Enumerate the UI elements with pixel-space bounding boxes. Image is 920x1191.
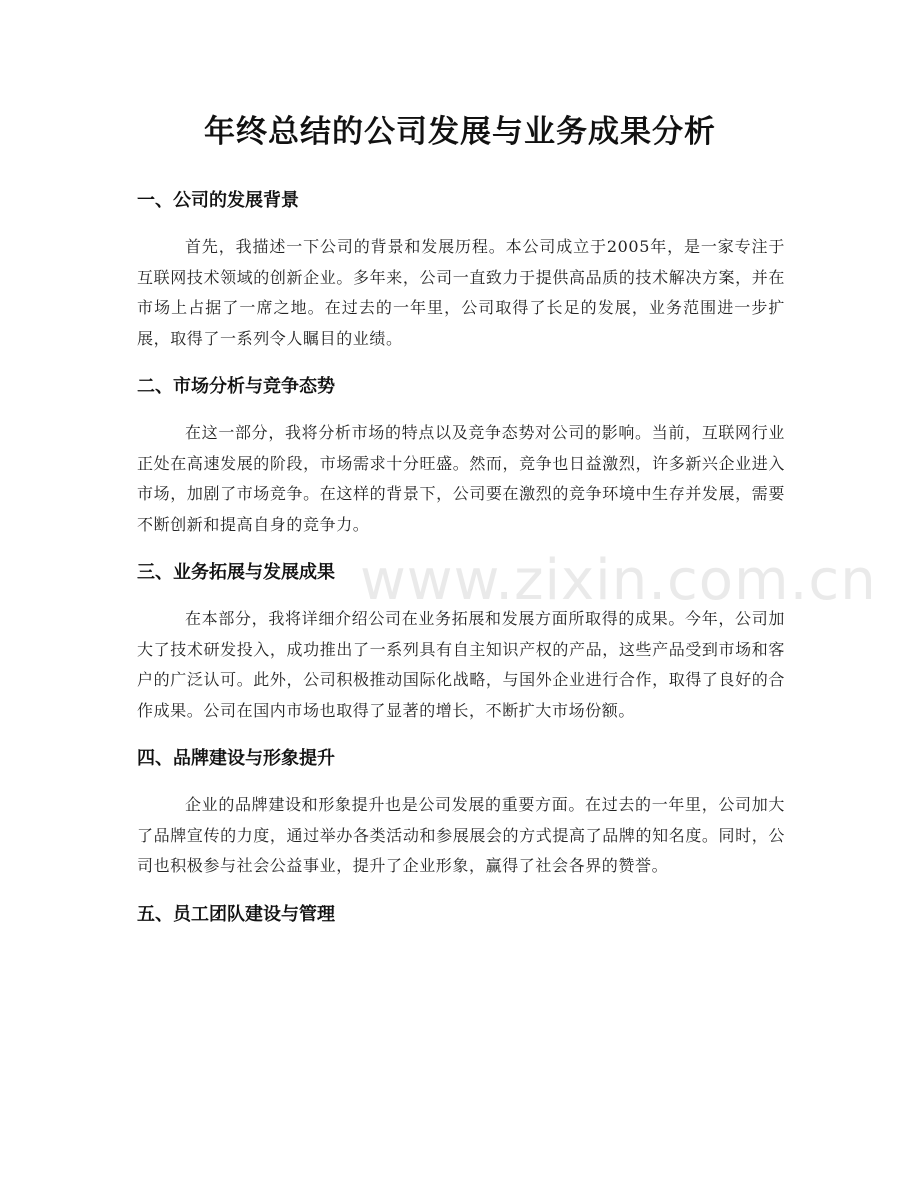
- section-company-background: [137, 186, 785, 354]
- section-business-expansion: [137, 558, 785, 726]
- section-heading: 五、员工团队建设与管理: [137, 903, 335, 925]
- watermark-text: www.zixin.com.cn: [360, 548, 877, 613]
- section-market-analysis: [137, 372, 785, 540]
- section-heading: 一、公司的发展背景: [137, 190, 299, 211]
- section-paragraph: 在本部分，我将详细介绍公司在业务拓展和发展方面所取得的成果。今年，公司加大了技术研发投入，成功推出了一系列具有自主知识产权的产品，这些产品受到市场和客户的广泛认可。此外，公司积极推动国际化战略，与国外企业进行合作，取得了良好的合作成果。公司在国内市场也取得了显著的增长，不断扩大市场份额。: [137, 609, 785, 720]
- section-paragraph: 首先，我描述一下公司的背景和发展历程。本公司成立于2005年，是一家专注于互联网技术领域的创新企业。多年来，公司一直致力于提供高品质的技术解决方案，并在市场上占据了一席之地。在过去的一年里，公司取得了长足的发展，业务范围进一步扩展，取得了一系列令人瞩目的业绩。: [137, 237, 785, 348]
- document-title: 年终总结的公司发展与业务成果分析: [204, 114, 716, 150]
- section-paragraph: 企业的品牌建设和形象提升也是公司发展的重要方面。在过去的一年里，公司加大了品牌宣传的力度，通过举办各类活动和参展展会的方式提高了品牌的知名度。同时，公司也积极参与社会公益事业，提升了企业形象，赢得了社会各界的赞誉。: [137, 795, 785, 875]
- section-heading: 三、业务拓展与发展成果: [137, 562, 335, 583]
- document-content: [137, 186, 785, 946]
- section-team-management: [137, 900, 785, 930]
- section-paragraph: 在这一部分，我将分析市场的特点以及竞争态势对公司的影响。当前，互联网行业正处在高速发展的阶段，市场需求十分旺盛。然而，竞争也日益激烈，许多新兴企业进入市场，加剧了市场竞争。在这样的背景下，公司要在激烈的竞争环境中生存并发展，需要不断创新和提高自身的竞争力。: [137, 423, 785, 534]
- section-brand-building: [137, 744, 785, 882]
- section-heading: 四、品牌建设与形象提升: [137, 748, 335, 769]
- section-heading: 二、市场分析与竞争态势: [137, 376, 335, 397]
